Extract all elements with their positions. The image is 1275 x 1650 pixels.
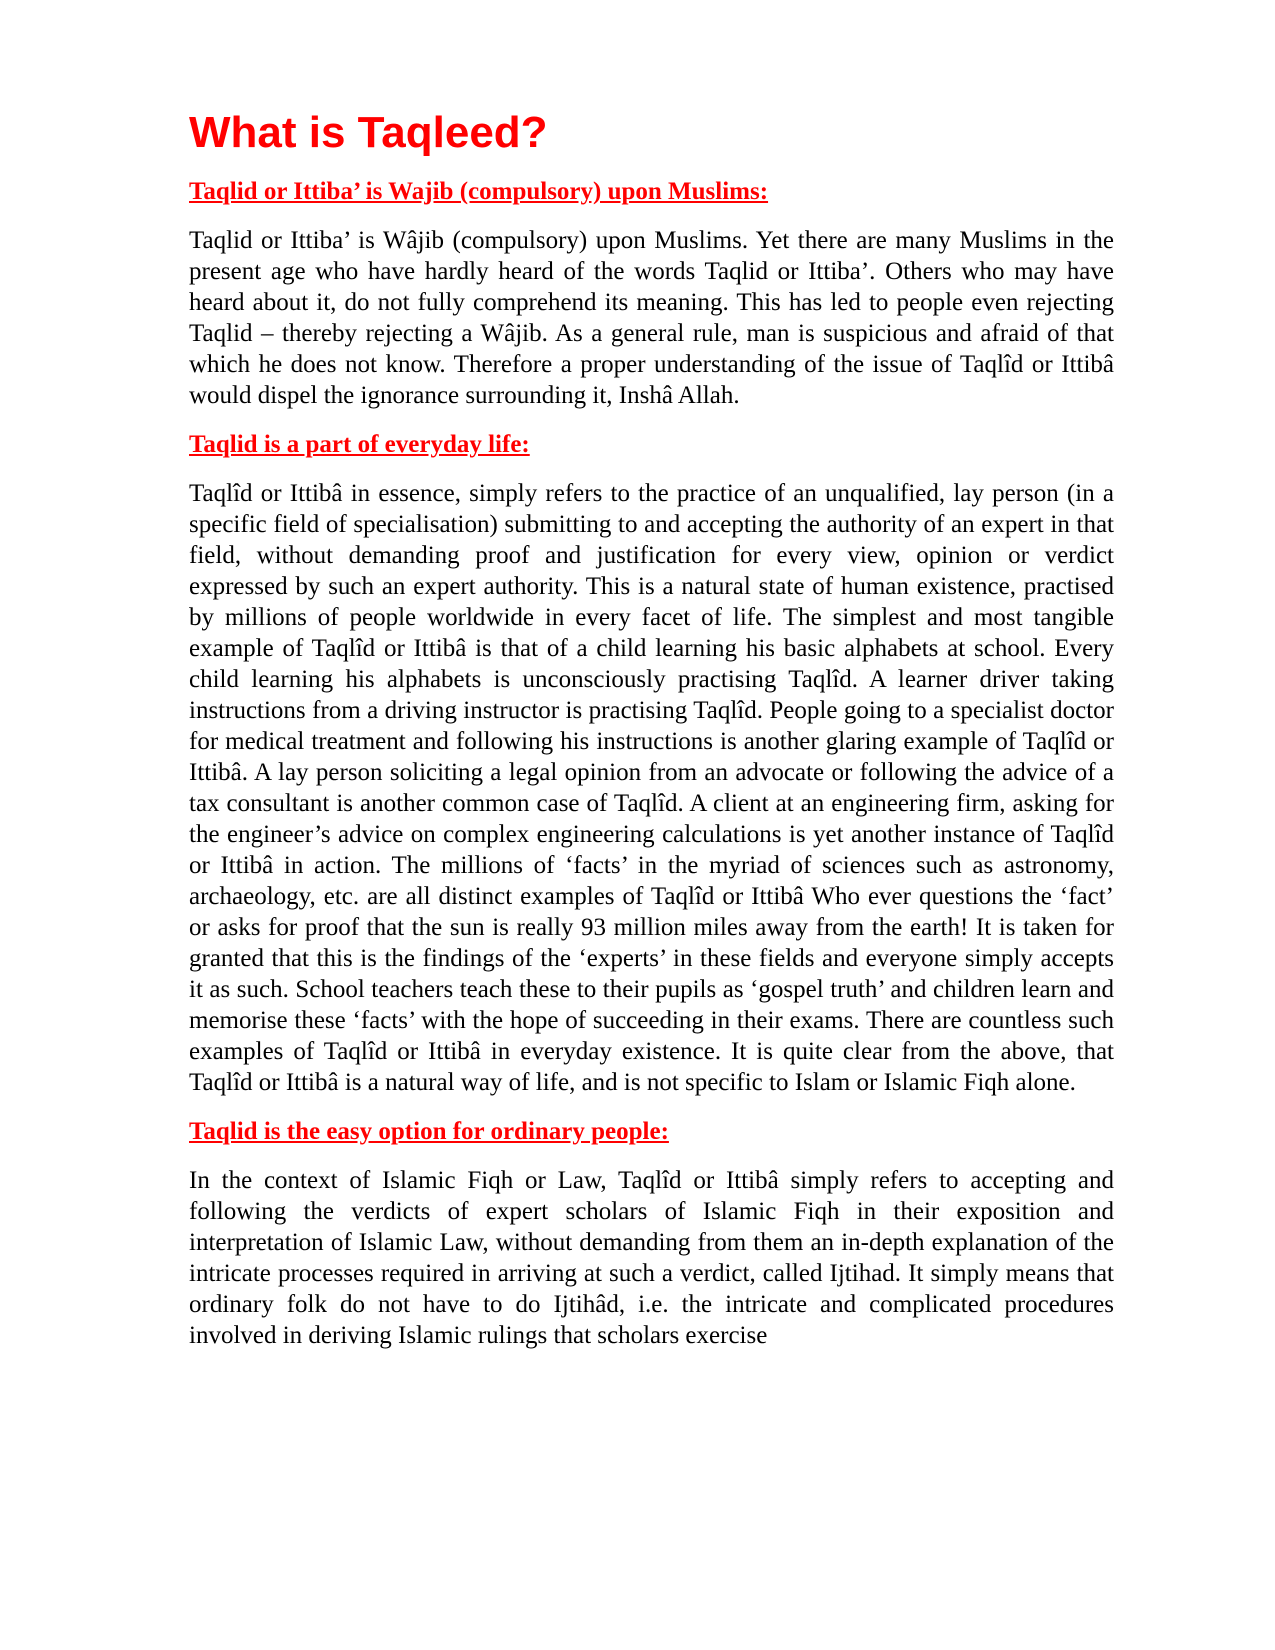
section-paragraph: Taqlîd or Ittibâ in essence, simply refers to the practice of an unqualified, lay person (in a specific field of specialisation) submitting to and accepting the authority of an expert in that field, without demanding proof and justification for every view, opinion or verdict expressed by such an expert authority. This is a natural state of human existence, practised by millions of people worldwide in every facet of life. The simplest and most tangible example of Taqlîd or Ittibâ is that of a child learning his basic alphabets at school. Every child learning his alphabets is unconsciously practising Taqlîd. A learner driver taking instructions from a driving instructor is practising Taqlîd. People going to a specialist doctor for medical treatment and following his instructions is another glaring example of Taqlîd or Ittibâ. A lay person soliciting a legal opinion from an advocate or following the advice of a tax consultant is another common case of Taqlîd. A client at an engineering firm, asking for the engineer’s advice on complex engineering calculations is yet another instance of Taqlîd or Ittibâ in action. The millions of ‘facts’ in the myriad of sciences such as astronomy, archaeology, etc. are all distinct examples of Taqlîd or Ittibâ Who ever questions the ‘fact’ or asks for proof that the sun is really 93 million miles away from the earth! It is taken for granted that this is the findings of the ‘experts’ in these fields and everyone simply accepts it as such. School teachers teach these to their pupils as ‘gospel truth’ and children learn and memorise these ‘facts’ with the hope of succeeding in their exams. There are countless such examples of Taqlîd or Ittibâ in everyday existence. It is quite clear from the above, that Taqlîd or Ittibâ is a natural way of life, and is not specific to Islam or Islamic Fiqh alone. [189,480,1114,1096]
section-paragraph: In the context of Islamic Fiqh or Law, Taqlîd or Ittibâ simply refers to accepting and following the verdicts of expert scholars of Islamic Fiqh in their exposition and interpretation of Islamic Law, without demanding from them an in-depth explanation of the intricate processes required in arriving at such a verdict, called Ijtihad. It simply means that ordinary folk do not have to do Ijtihâd, i.e. the intricate and complicated procedures involved in deriving Islamic rulings that scholars exercise [189,1167,1114,1349]
document-page [189,104,1114,1369]
section-1 [189,176,1114,411]
section-heading: Taqlid or Ittiba’ is Wajib (compulsory) upon Muslims: [189,178,769,205]
section-paragraph: Taqlid or Ittiba’ is Wâjib (compulsory) upon Muslims. Yet there are many Muslims in the present age who have hardly heard of the words Taqlid or Ittiba’. Others who may have heard about it, do not fully comprehend its meaning. This has led to people even rejecting Taqlid – thereby rejecting a Wâjib. As a general rule, man is suspicious and afraid of that which he does not know. Therefore a proper understanding of the issue of Taqlîd or Ittibâ would dispel the ignorance surrounding it, Inshâ Allah. [189,227,1114,409]
section-2 [189,429,1114,1098]
section-heading: Taqlid is a part of everyday life: [189,431,530,458]
section-3 [189,1116,1114,1351]
section-heading: Taqlid is the easy option for ordinary people: [189,1118,669,1145]
page-title: What is Taqleed? [189,108,548,157]
